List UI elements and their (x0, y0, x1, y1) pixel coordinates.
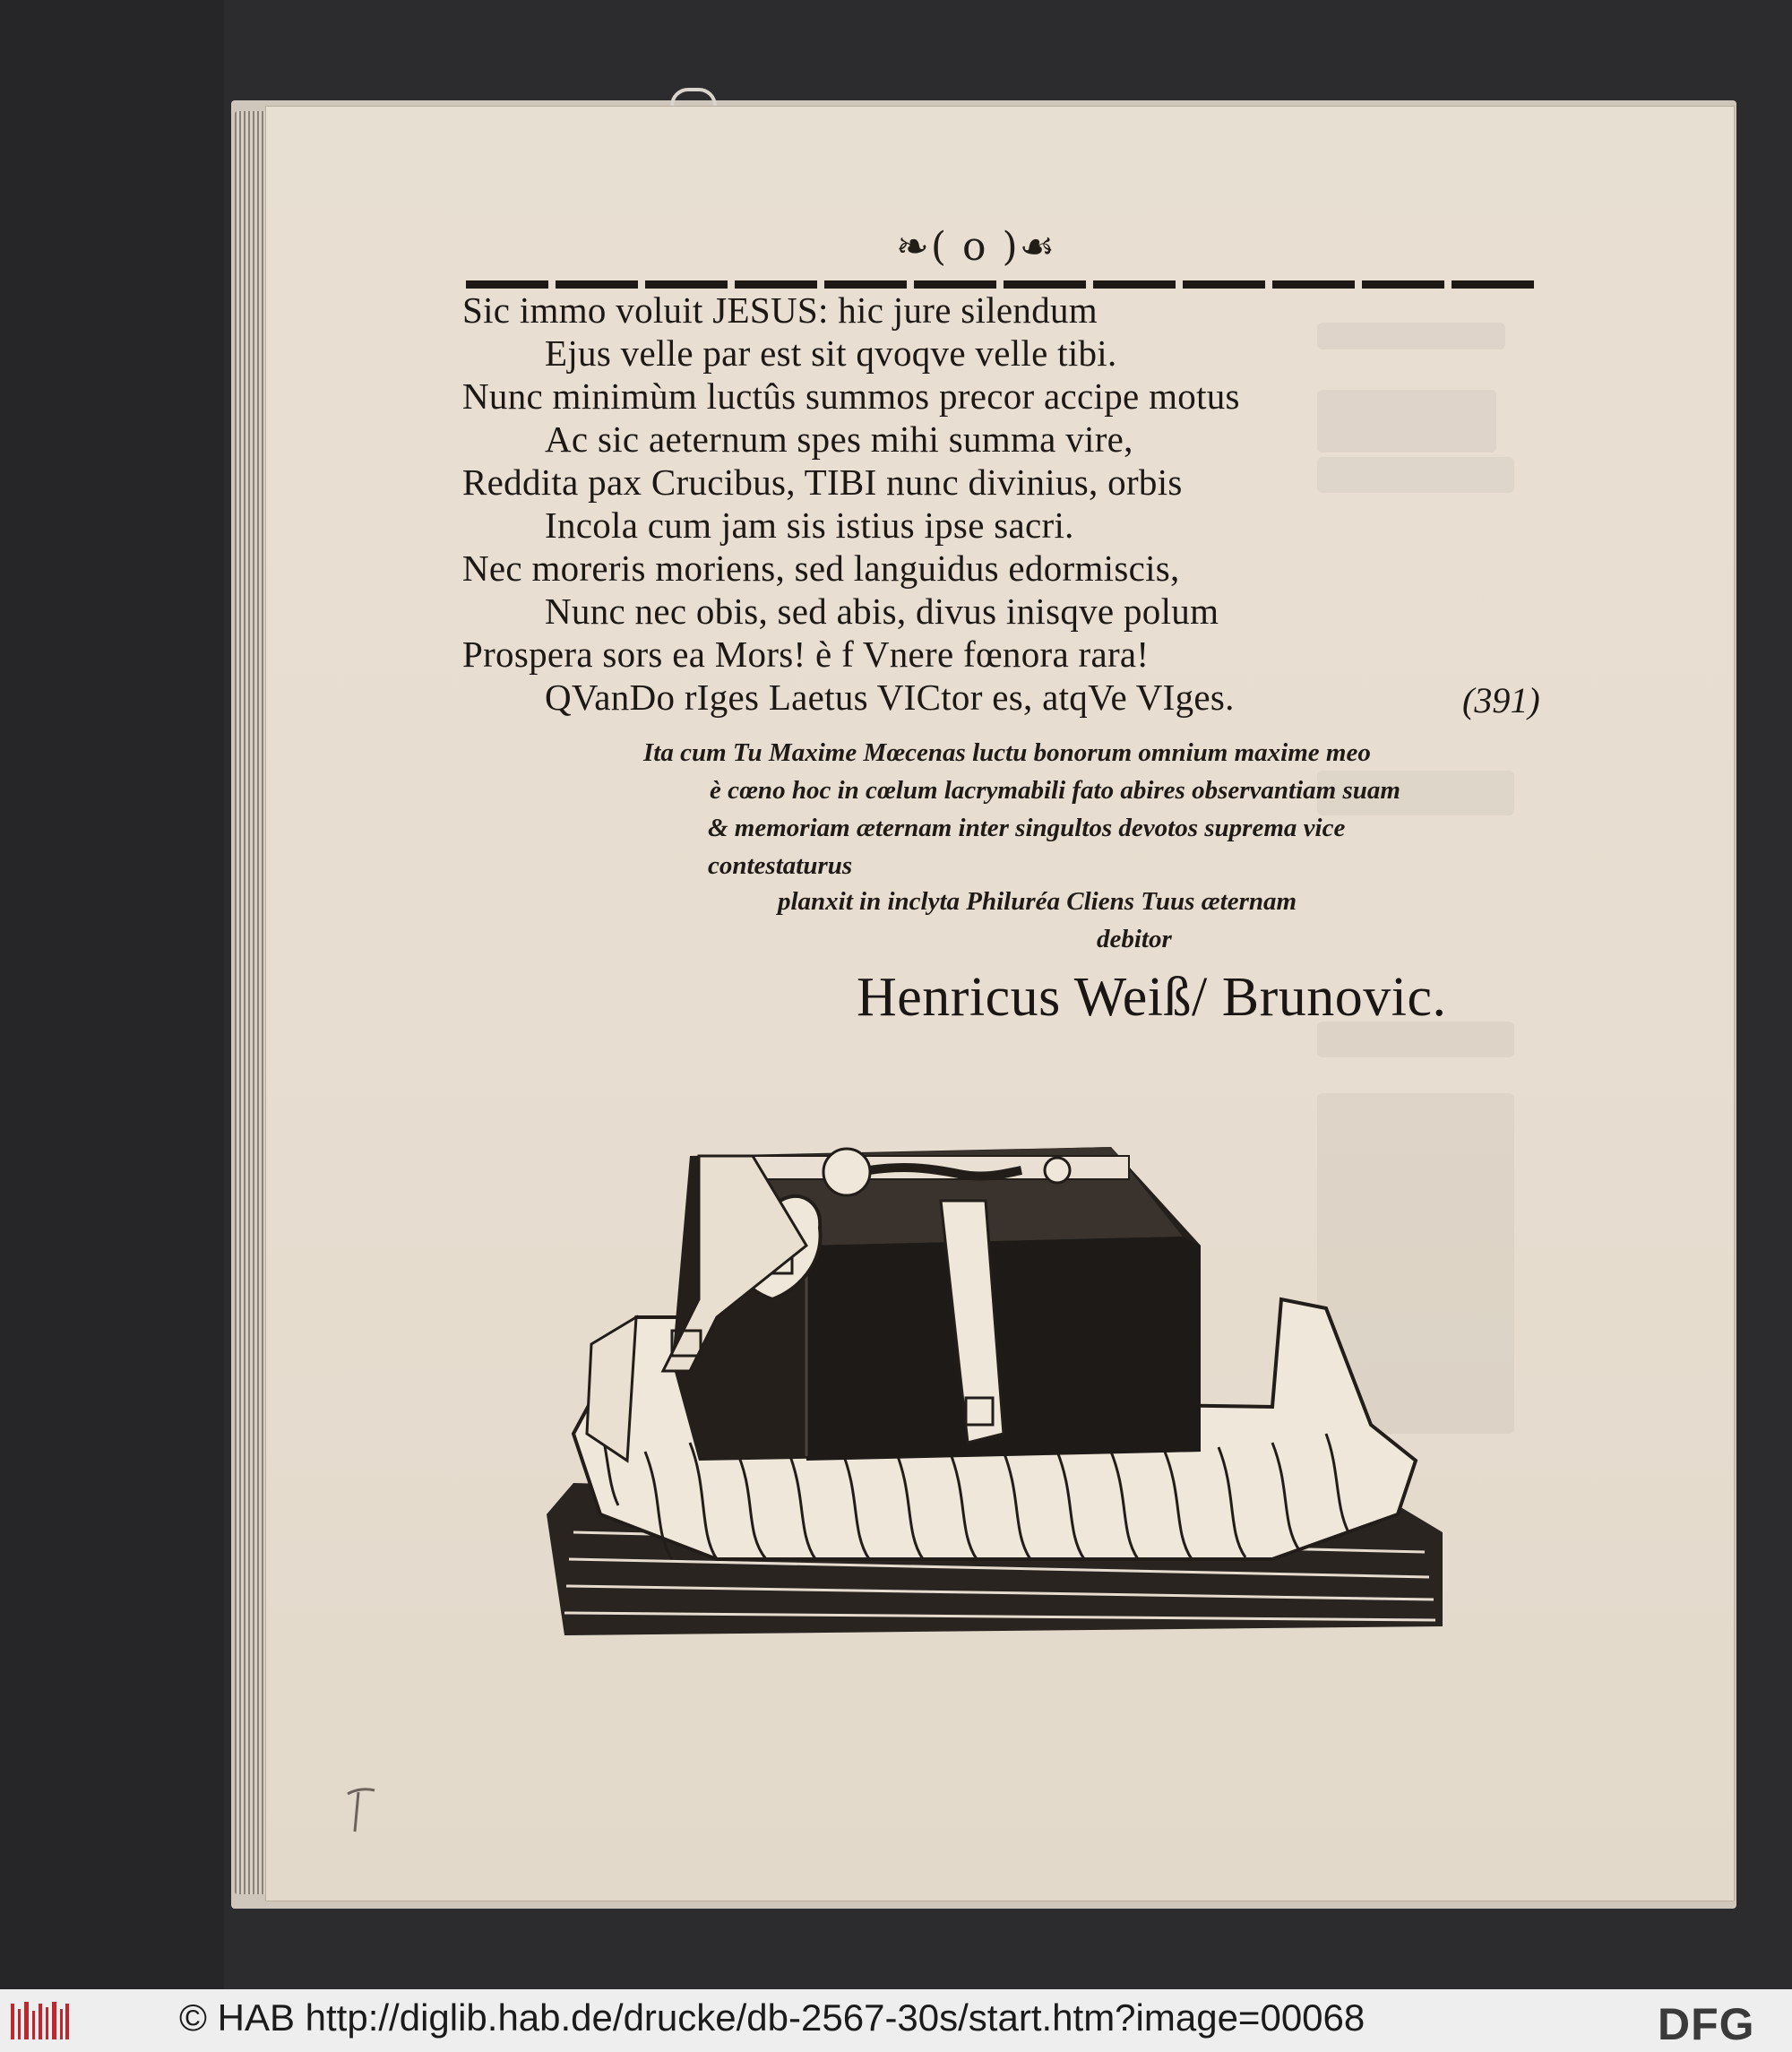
dedication-line: planxit in inclyta Philuréa Cliens Tuus æternam (778, 887, 1297, 916)
dedication-line: contestaturus (708, 851, 853, 880)
poem-line: Ac sic aeternum spes mihi summa vire, (545, 418, 1133, 460)
coffin-woodcut (538, 1138, 1452, 1649)
dfg-logo: DFG (1658, 1999, 1755, 2049)
footer-copyright: © HAB http://diglib.hab.de/drucke/db-2567-30s/start.htm?image=00068 (179, 1996, 1366, 2039)
dedication-line: debitor (1097, 925, 1172, 953)
footer-bar (0, 1989, 1792, 2052)
poem-line: Nunc nec obis, sed abis, divus inisqve polum (545, 591, 1219, 632)
dedication-line: Ita cum Tu Maxime Mœcenas luctu bonorum omnium maxime meo (643, 738, 1371, 767)
poem-line: Nunc minimùm luctûs summos precor accipe motus (462, 375, 1240, 417)
poem-line: Sic immo voluit JESUS: hic jure silendum (462, 289, 1098, 331)
poem-line: Incola cum jam sis istius ipse sacri. (545, 504, 1074, 546)
poem-line: Ejus velle par est sit qvoqve velle tibi. (545, 332, 1117, 374)
header-ornament: ❧( o )☙ (896, 224, 1057, 270)
poem-line: Reddita pax Crucibus, TIBI nunc divinius, orbis (462, 461, 1183, 503)
signature: Henricus Weiß/ Brunovic. (857, 967, 1447, 1028)
chronogram-number: (391) (1462, 680, 1540, 720)
dedication-line: & memoriam æternam inter singultos devotos suprema vice (708, 814, 1346, 842)
pencil-mark (344, 1783, 380, 1837)
poem-line: Nec moreris moriens, sed languidus edormiscis, (462, 547, 1180, 589)
poem-line: Prospera sors ea Mors! è f Vnere fœnora rara! (462, 634, 1150, 675)
poem-line: QVanDo rIges Laetus VICtor es, atqVe VIges. (545, 677, 1235, 718)
hab-barcode-icon (9, 2000, 72, 2043)
dedication-line: è cœno hoc in cœlum lacrymabili fato abires observantiam suam (710, 776, 1400, 805)
scan-background-left (0, 0, 224, 1989)
header-rule (466, 280, 1534, 289)
